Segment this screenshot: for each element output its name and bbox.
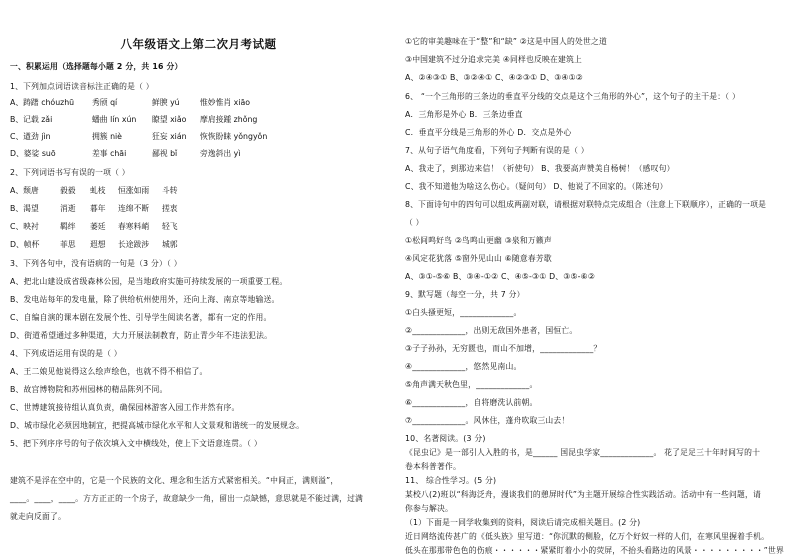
q9-line-7: ⑦_____________。风休住，蓬舟吹取三山去！: [405, 416, 570, 425]
q1-option-a-3: 鲜腴 yú: [152, 98, 180, 107]
passage-line-3: 就走向反面了。: [10, 512, 66, 521]
q1-option-a-1: A、踌躇 chóuzhū: [10, 98, 75, 107]
q9-line-5: ⑤角声满天秋色里，_____________。: [405, 380, 538, 389]
q7-options-2: C、我不知道他为啥这么伤心。（疑问句） D、他说了不回家的。（陈述句）: [405, 182, 668, 191]
q3-option-c: C、自编自演的课本剧在发展个性、引导学生阅读名著，都有一定的作用。: [10, 313, 272, 322]
question-6: 6、 “一个三角形的三条边的垂直平分线的交点是这个三角形的外心”，这个句子的主干是：（ ）: [405, 92, 740, 101]
question-1: 1、下列加点词语读音标注正确的是（ ）: [10, 82, 154, 91]
q1-option-b-1: B、记载 zǎi: [10, 115, 53, 124]
q2-option-d-4: 长途跋涉: [118, 240, 150, 249]
q1-option-a-4: 惟妙惟肖 xiāo: [200, 98, 250, 107]
q10-line-2: 卷本科普著作。: [405, 462, 461, 471]
section-heading: 一、积累运用（选择题每小题 2 分，共 16 分）: [10, 62, 183, 71]
question-8: 8、下面诗句中的四句可以组成两副对联，请根据对联特点完成组合（注意上下联顺序），正确的一项是: [405, 200, 767, 209]
q2-option-b-2: 消逝: [60, 204, 76, 213]
q3-option-b: B、发电站每年的发电量，除了供给杭州使用外，还向上海、南京等地输送。: [10, 295, 280, 304]
q11-line-1: 某校八(2)班以“科海泛舟，漫谈我们的憩屏时代”为主题开展综合性实践活动。活动中有一些问题，请: [405, 490, 761, 499]
exam-title: 八年级语文上第二次月考试题: [120, 37, 277, 51]
q2-option-a-5: 斗转: [162, 186, 178, 195]
q1-option-d-2: 差事 chāi: [92, 149, 127, 158]
q1-option-d-3: 鄙视 bǐ: [152, 149, 178, 158]
q1-option-d-4: 旁逸斜出 yì: [200, 149, 241, 158]
q4-option-b: B、故宫博物院和苏州园林的精品陈列不同。: [10, 385, 168, 394]
question-3: 3、下列各句中，没有语病的一句是（3 分）（ ）: [10, 259, 182, 268]
question-7: 7、从句子语气角度看，下列句子判断有误的是（ ）: [405, 146, 589, 155]
q2-option-b-5: 搓衷: [162, 204, 178, 213]
passage-line-2: ____。____，____。方方正正的一个房子，故意缺少一角，留出一点缺憾，意思就是不能过满，过满: [10, 494, 364, 503]
q4-option-d: D、城市绿化必须因地制宜，把提高城市绿化水平和人文景观和谐统一的发展规念。: [10, 421, 305, 430]
q4-option-c: C、世博建筑接待组认真负责，确保园林游客入园工作井然有序。: [10, 403, 240, 412]
q1-option-b-2: 蟠曲 lín xún: [92, 115, 137, 124]
q1-option-c-4: 恢恢盼睐 yǒngyǒn: [200, 132, 268, 141]
q2-option-d-1: D、帧杯: [10, 240, 40, 249]
q2-option-b-4: 连绵不断: [118, 204, 150, 213]
q2-option-c-4: 春寒料峭: [118, 222, 150, 231]
q2-option-a-2: 毅毅: [60, 186, 76, 195]
q1-option-c-1: C、遒劲 jìn: [10, 132, 51, 141]
question-9: 9、默写题（每空一分，共 7 分）: [405, 290, 525, 299]
q1-option-b-3: 瞭望 xiǎo: [152, 115, 187, 124]
question-10: 10、名著阅读。(3 分): [405, 434, 486, 443]
passage-line-1: 建筑不是浮在空中的，它是一个民族的文化、理念和生活方式紧密相关。“中间正，满则溢”，: [10, 476, 339, 485]
q8-verses-1: ①松间鸣好鸟 ②鸟鸣山更幽 ③泉和万籁声: [405, 236, 552, 245]
q2-option-c-1: C、映衬: [10, 222, 39, 231]
q9-line-1: ①白头搔更短，_____________。: [405, 308, 522, 317]
question-4: 4、下列成语运用有误的是（ ）: [10, 349, 122, 358]
q2-option-b-3: 暮年: [90, 204, 106, 213]
q11-line-2: 你参与解决。: [405, 504, 453, 513]
q1-option-d-1: D、婆娑 suō: [10, 149, 56, 158]
q8-options: A、③①-⑤⑥ B、③④-①② C、④⑤-③① D、③⑤-⑥②: [405, 272, 596, 281]
q6-options-1: A．三角形是外心 B．三条边垂直: [405, 110, 523, 119]
q2-option-a-1: A、颓唐: [10, 186, 39, 195]
q5-options: A、②④③① B、③②④① C、④②③① D、③④①②: [405, 73, 583, 82]
q3-option-a: A、把北山建设成省级森林公园，是当地政府实施可持续发展的一项重要工程。: [10, 277, 288, 286]
q1-option-a-2: 秀颀 qí: [92, 98, 118, 107]
question-8-paren: （ ）: [405, 218, 424, 227]
q10-line-1: 《昆虫记》是一部引人入胜的书，是______ 国昆虫学家_____________。 花了足足三十年时间写的十: [405, 448, 761, 457]
q2-option-c-5: 轻飞: [162, 222, 178, 231]
q8-verses-2: ④风定花犹落 ⑤窗外见山山 ⑥随意春芳歇: [405, 254, 552, 263]
q9-line-4: ④_____________，悠然见南山。: [405, 362, 522, 371]
q1-option-b-4: 摩肩接踵 zhǒng: [200, 115, 258, 124]
q2-option-c-3: 萎廷: [90, 222, 106, 231]
q2-option-d-3: 遐想: [90, 240, 106, 249]
q6-options-2: C．垂直平分线是三角形的外心 D．交点是外心: [405, 128, 572, 137]
q9-line-3: ③子子孙孙，无穷匮也，而山不加增，_____________？: [405, 344, 602, 353]
question-2: 2、下列词语书写有误的一项（ ）: [10, 168, 130, 177]
q3-option-d: D、街道希望通过多种渠道，大力开展法制教育，防止青少年不违法犯法。: [10, 331, 273, 340]
q5-sentences-1: ①它的审美趣味在于“整”和“缺” ②这是中国人的处世之道: [405, 37, 607, 46]
q2-option-d-5: 城郭: [162, 240, 178, 249]
q5-sentences-2: ③中国建筑不过分追求完美 ④同样也反映在建筑上: [405, 55, 582, 64]
q4-option-a: A、王二娘见他说得这么绘声绘色，也就不得不相信了。: [10, 367, 208, 376]
question-11: 11、 综合性学习。(5 分): [405, 476, 497, 485]
q11-line-4: 近日网络流传甚广的《低头族》里写道：“你沉默的侧脸，亿万个好奴一样的人们，在寒风里握着手机。: [405, 532, 770, 541]
q9-line-2: ②_____________，出则无敌国外患者，国恒亡。: [405, 326, 578, 335]
q11-line-5: 低头在那那带色色的伤痕・・・・・・紧紧盯着小小的荧屏，不抬头看路边的风景・・・・・・・・・”世界: [405, 546, 784, 555]
q2-option-a-3: 虬枝: [90, 186, 106, 195]
q1-option-c-3: 狂妄 xián: [152, 132, 187, 141]
question-5: 5、把下列序序号的句子依次填入文中横线处，使上下文语意连贯。（ ）: [10, 439, 262, 448]
q11-line-3: （1）下面是一同学收集到的资料，阅读后请完成相关题目。(2 分): [405, 518, 641, 527]
q2-option-c-2: 羁绊: [60, 222, 76, 231]
q7-options-1: A、我走了，到那边来信！（祈使句） B、我要高声赞美自杨树！（感叹句）: [405, 164, 675, 173]
q2-option-a-4: 恒涨如雨: [118, 186, 150, 195]
q1-option-c-2: 拥簇 niè: [92, 132, 122, 141]
q2-option-b-1: B、渴望: [10, 204, 39, 213]
q2-option-d-2: 菲思: [60, 240, 76, 249]
q9-line-6: ⑥_____________，自将磨洗认前朝。: [405, 398, 538, 407]
